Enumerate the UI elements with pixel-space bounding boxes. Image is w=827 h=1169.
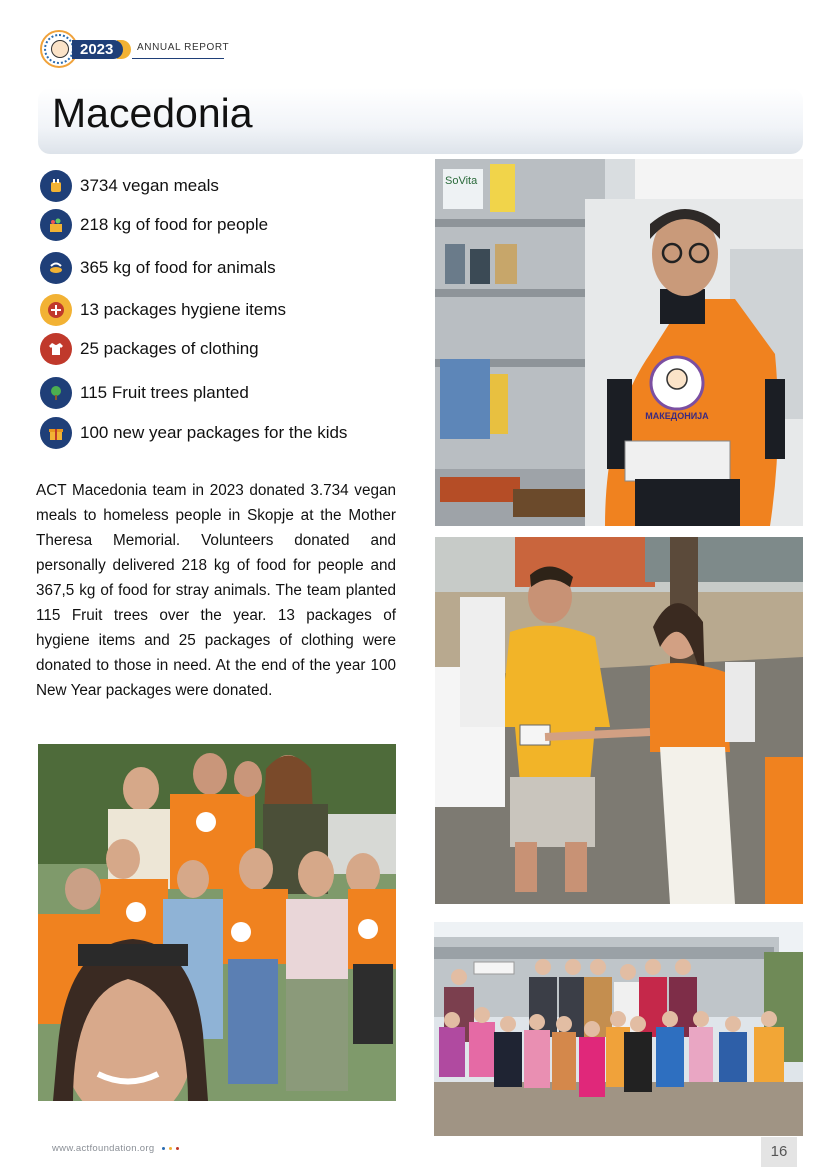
photo-kids-group	[434, 922, 803, 1136]
shelf-label: SoVita	[445, 175, 478, 187]
shirt-text: МАКЕДОНИЈА	[645, 411, 709, 421]
stat-item	[40, 251, 276, 285]
stat-item	[40, 208, 268, 242]
footer-url: www.actfoundation.org	[52, 1143, 155, 1154]
stat-label: 25 packages of clothing	[80, 339, 259, 358]
stat-item	[40, 332, 259, 366]
footer-dot	[169, 1147, 172, 1150]
stat-item	[40, 293, 286, 327]
stat-label: 100 new year packages for the kids	[80, 423, 348, 442]
stat-label: 3734 vegan meals	[80, 176, 219, 195]
photo-team-group	[38, 744, 396, 1101]
stat-label: 115 Fruit trees planted	[80, 383, 249, 402]
stat-label: 13 packages hygiene items	[80, 300, 287, 319]
page-number: 16	[761, 1137, 797, 1167]
title-banner	[38, 88, 803, 154]
body-paragraph: ACT Macedonia team in 2023 donated 3.734 vegan meals to homeless people in Skopje at the Mother Theresa Memorial. Volunteers donated and personally delivered 218 kg of food for people and 367,5 kg of food for stray animals. The team planted 115 Fruit trees over the year. 13 packages of hygiene items and 25 packages of clothing were donated to those in need. At the end of the year 100 New Year packages were donated.	[36, 482, 396, 699]
stat-label: 218 kg of food for people	[80, 215, 269, 234]
tree-icon	[40, 377, 72, 409]
logo-face-icon	[51, 40, 69, 58]
stat-label: 365 kg of food for animals	[80, 258, 276, 277]
clothing-icon	[40, 333, 72, 365]
gift-icon	[40, 417, 72, 449]
page-title: Macedonia	[52, 90, 253, 136]
footer-dot	[176, 1147, 179, 1150]
hygiene-icon	[40, 294, 72, 326]
photo-street-handover	[435, 537, 803, 904]
animal-food-icon	[40, 252, 72, 284]
report-label: ANNUAL REPORT	[137, 42, 230, 53]
report-year-badge: 2023	[72, 40, 123, 59]
footer-dot	[162, 1147, 165, 1150]
food-box-icon	[40, 209, 72, 241]
header-underline	[132, 58, 224, 59]
stat-item	[40, 416, 347, 450]
stat-item	[40, 376, 249, 410]
meal-icon	[40, 170, 72, 202]
footer-dots	[162, 1147, 179, 1150]
stat-item	[40, 169, 219, 203]
photo-kitchen-volunteer	[435, 159, 803, 526]
